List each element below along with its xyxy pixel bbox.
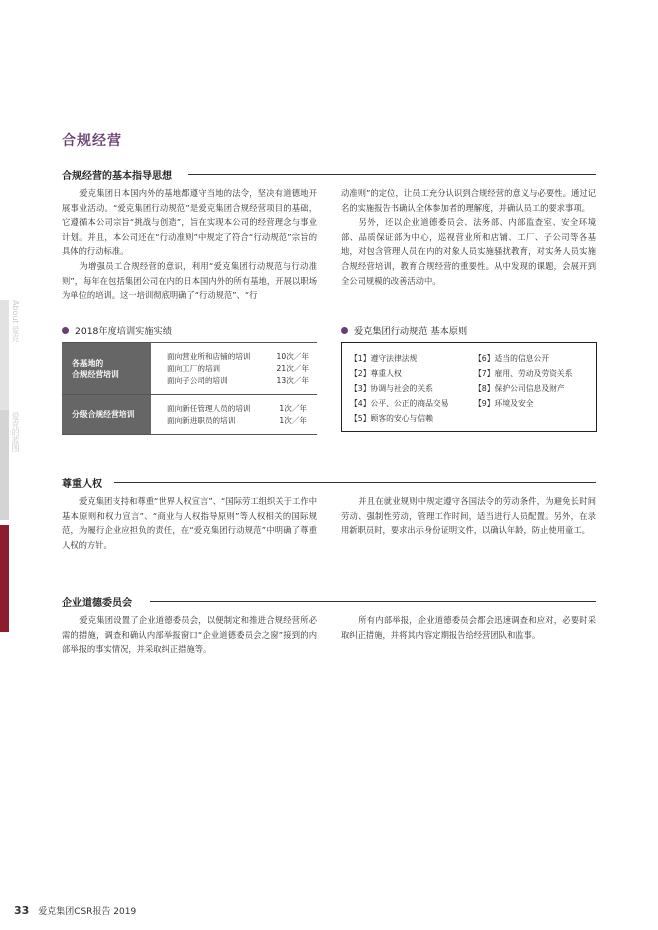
page-title: 合规经营 (62, 133, 122, 149)
report-title: 爱克集团CSR报告 2019 (38, 907, 137, 917)
table-row: 面向新任管理人员的培训 1次／年 (167, 403, 307, 413)
section-rule (150, 601, 596, 602)
side-tab-foundation-label: 爱克的基础 (11, 528, 20, 568)
side-tab-blueprint[interactable] (0, 410, 9, 520)
principle-item: 【9】环境及安全 (474, 399, 534, 408)
principle-item: 【8】保护公司信息及财产 (474, 384, 565, 393)
table-rows (151, 395, 317, 435)
side-tab-about-label: About 爱克 (11, 300, 20, 343)
bullet-dot-icon (62, 327, 69, 334)
bullet-dot-icon (341, 327, 348, 334)
footer (14, 904, 136, 917)
principle-item: 【6】适当的信息公开 (474, 354, 550, 363)
principle-item: 【1】遵守法律法规 (350, 354, 418, 363)
table-row: 面向工厂的培训 21次／年 (167, 363, 309, 373)
side-tab-foundation[interactable] (0, 525, 9, 632)
table-row: 面向新进职员的培训 1次／年 (167, 415, 307, 425)
table-category-cell: 各基地的 合规经营培训 (62, 343, 151, 395)
principle-item: 【4】公平、公正的商品交易 (350, 399, 449, 408)
section-heading-basic-guideline: 合规经营的基本指导思想 (62, 171, 172, 182)
paragraph: 为增强员工合规经营的意识，利用“爱克集团行动规范与行动准则”，每年在包括集团公司在内的日本国内外的所有基地，开展以职场为单位的培训。这一培训彻底明确了“行动规范”、“行 (62, 260, 317, 301)
section3-right-column (341, 613, 596, 642)
section-heading-human-rights: 尊重人权 (62, 479, 102, 490)
paragraph: 并且在就业规则中规定遵守各国法令的劳动条件，为避免长时间劳动、强制性劳动，管理工作时间，适当进行人员配置。另外，在录用新职员时，要求出示身份证明文件，以确认年龄，防止使用童工。 (341, 496, 596, 536)
table-category-cell: 分级合规经营培训 (62, 395, 151, 435)
section1-right-column (341, 186, 596, 288)
section3-left-column (62, 613, 317, 657)
side-tab-about[interactable] (0, 300, 9, 410)
table-row: 面向子公司的培训 13次／年 (167, 375, 309, 385)
training-results-heading: 2018年度培训实施实绩 (62, 323, 172, 337)
principle-item: 【2】尊重人权 (350, 369, 402, 378)
paragraph: 爱克集团设置了企业道德委员会，以便制定和推进合规经营所必需的措施，调查和确认内部举报窗口“企业道德委员会之窗”接到的内部举报的事实情况，并采取纠正措施等。 (62, 615, 317, 655)
principle-item: 【5】顾客的安心与信赖 (350, 414, 433, 423)
section2-left-column (62, 494, 317, 552)
table-rows (151, 343, 317, 395)
training-results-table (62, 342, 317, 435)
section-rule (188, 174, 596, 175)
paragraph: 动准则”的定位，让员工充分认识到合规经营的意义与必要性。通过记名的实施报告书确认全体参加者的理解度，并确认员工的要求事项。 (341, 188, 596, 213)
side-tab-blueprint-label: 爱克的蓝图 (11, 412, 20, 452)
paragraph: 另外，还以企业道德委员会、法务部、内部监查室、安全环境部、品质保证部为中心，巡视营业所和店铺、工厂、子公司等各基地，对包含管理人员在内的对象人员实施骚扰教育，对实务人员实施合规经营培训，教育合规经营的重要性。从中发现的课题，会展开到全公司规模的改善活动中。 (341, 217, 596, 286)
section2-right-column (341, 494, 596, 538)
section-rule (114, 482, 596, 483)
page-number: 33 (14, 904, 30, 917)
basic-principles-box (341, 342, 597, 432)
basic-principles-heading: 爱克集团行动规范 基本原则 (341, 323, 467, 337)
principle-item: 【7】雇用、劳动及劳资关系 (474, 369, 573, 378)
principle-item: 【3】协调与社会的关系 (350, 384, 433, 393)
table-row: 面向营业所和店铺的培训 10次／年 (167, 351, 309, 361)
paragraph: 爱克集团支持和尊重“世界人权宣言”、“国际劳工组织关于工作中基本原则和权力宣言”、“商业与人权指导原则”等人权相关的国际规范，为履行企业应担负的责任，在“爱克集团行动规范”中明确了尊重人权的方针。 (62, 496, 317, 550)
section-heading-ethics-committee: 企业道德委员会 (62, 598, 132, 609)
paragraph: 爱克集团日本国内外的基地都遵守当地的法令，坚决有道德地开展事业活动。“爱克集团行动规范”是爱克集团合规经营项目的基础，它遵循本公司宗旨“挑战与创造”，旨在实现本公司的经营理念与事业计划。并且，本公司还在“行动准则”中规定了符合“行动规范”宗旨的具体的行动标准。 (62, 188, 317, 257)
paragraph: 所有内部举报，企业道德委员会都会迅速调查和应对，必要时采取纠正措施，并将其内容定期报告给经营团队和监事。 (341, 615, 596, 640)
section1-left-column (62, 186, 317, 303)
